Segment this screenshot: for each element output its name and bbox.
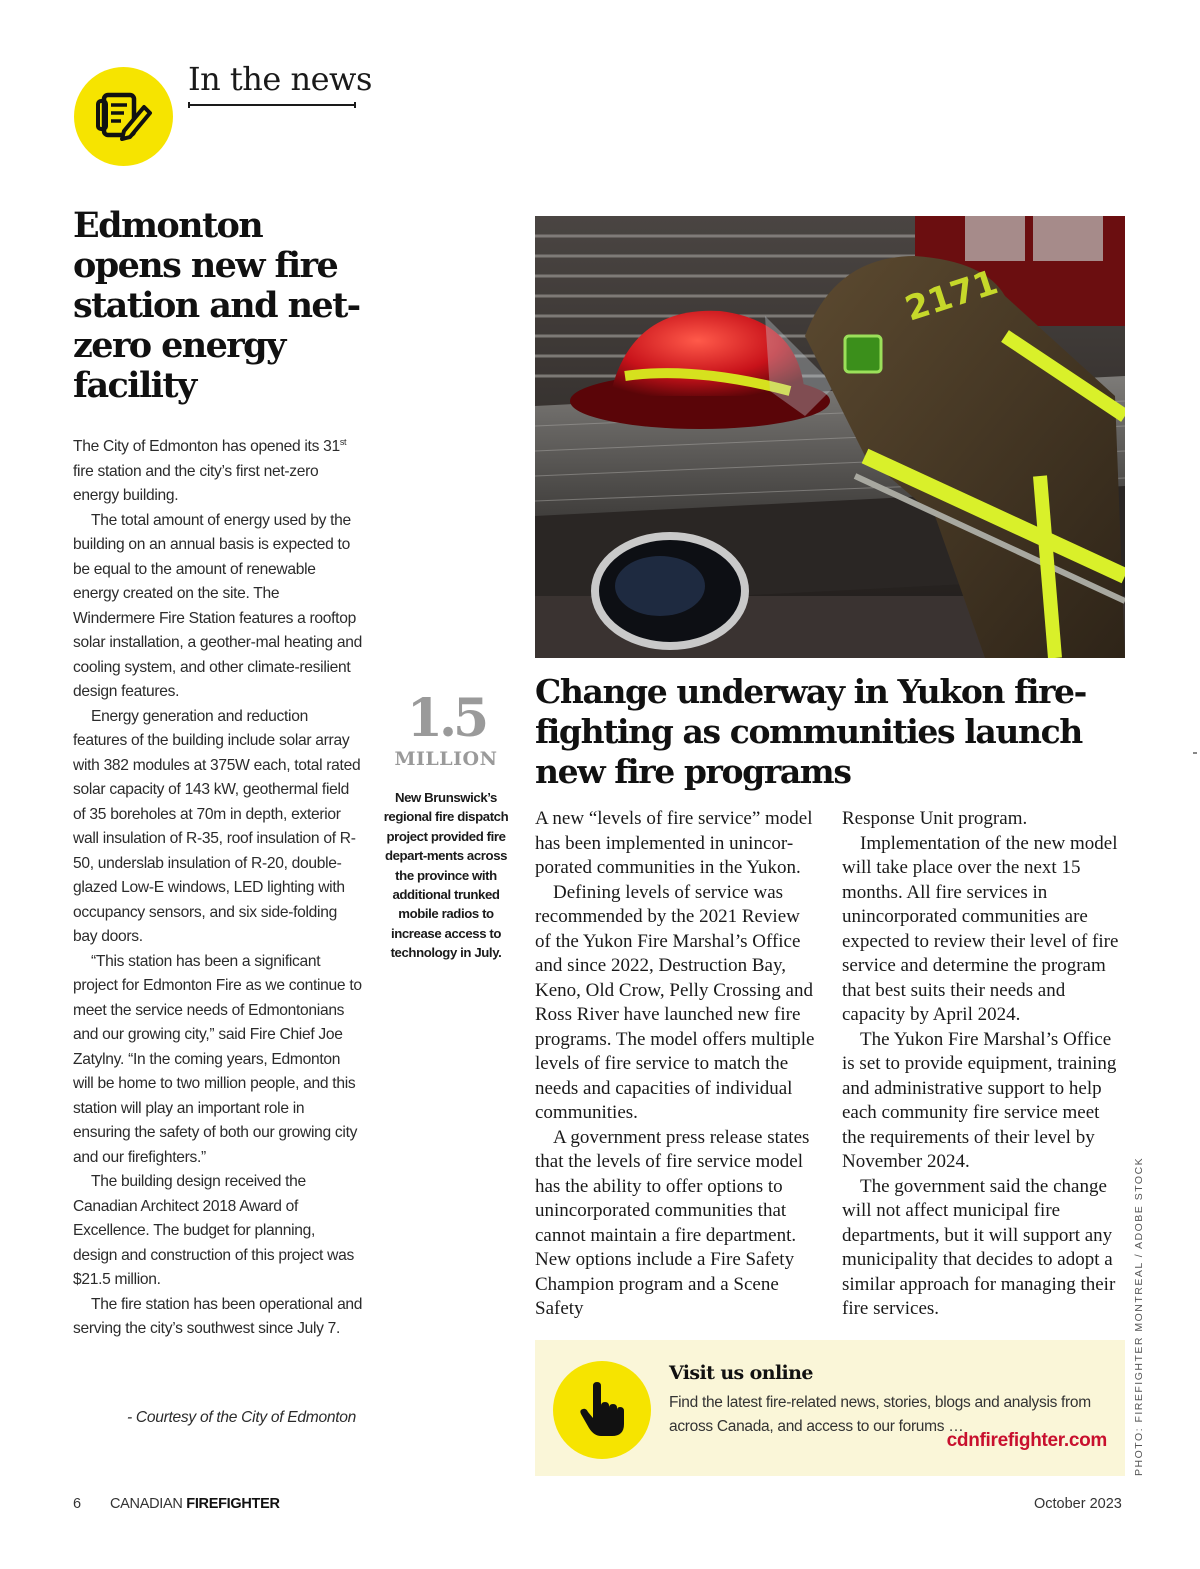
right-paragraph-1: A new “levels of fire service” model has been implemented in unincor-porated communities in the Yukon. (535, 808, 813, 878)
stat-number: 1.5 (406, 688, 486, 749)
page-number: 6 (73, 1496, 82, 1512)
stat-description: New Brunswick’s regional fire dispatch project provided fire depart-ments across the province with additional trunked mobile radios to increase access to technology in July. (383, 790, 509, 961)
pointer-hand-icon (579, 1382, 625, 1438)
visit-badge[interactable] (553, 1361, 651, 1459)
section-label: In the news (188, 60, 372, 98)
left-story-body (73, 430, 363, 1342)
section-rule (188, 104, 356, 106)
news-edit-icon (94, 87, 154, 147)
visit-title: Visit us online (669, 1362, 813, 1384)
right-paragraph-3: A government press release states that the levels of fire service model has the ability to offer options to unincorporated communities that cannot maintain a fire department. New options include a Fire Safety Champion program and a Scene Safety (535, 1126, 810, 1319)
right-paragraph-5: The Yukon Fire Marshal’s Office is set to provide equipment, training and administrative support to help each community fire service meet the requirements of their level by November 2024. (842, 1028, 1117, 1172)
right-paragraph-4: Implementation of the new model will take place over the next 15 months. All fire services in unincorporated communities are expected to review their level of fire service and determine the program that best suits their needs and capacity by April 2024. (842, 832, 1119, 1025)
website-link[interactable]: cdnfirefighter.com (946, 1430, 1107, 1451)
svg-text:2171: 2171 (900, 262, 1003, 330)
issue-date: October 2023 (1034, 1496, 1122, 1512)
right-paragraph-3-continued: Response Unit program. (842, 808, 1028, 829)
left-paragraph-4: “This station has been a significant project for Edmonton Fire as we continue to meet the service needs of Edmontonians and our growing city,” said Fire Chief Joe Zatylny. “In the coming years, Edmonton will be home to two million people, and this station will play an important role in ensuring the safety of both our growing city and our firefighters.” (73, 952, 362, 1166)
visit-description: Find the latest fire-related news, stories, blogs and analysis from across Canada, and access to our forums … (669, 1394, 1091, 1435)
photo-credit: PHOTO: FIREFIGHTER MONTREAL / ADOBE STOCK (1133, 1156, 1145, 1476)
left-story-headline: Edmonton opens new fire station and net-zero energy facility (73, 205, 360, 406)
edge-mark (1193, 752, 1197, 754)
left-paragraph-3: Energy generation and reduction features of the building include solar array with 382 modules at 375W each, total rated solar capacity of 143 kW, geothermal field of 35 boreholes at 70m in depth, exterior wall insulation of R-35, roof insulation of R-50, underslab insulation of R-20, double-glazed Low-E windows, LED lighting with occupancy sensors, and six side-folding bay doors. (73, 707, 361, 946)
right-story-column-2 (842, 807, 1127, 1322)
left-paragraph-2: The total amount of energy used by the building on an annual basis is expected to be equal to the amount of renewable energy created on the site. The Windermere Fire Station features a rooftop solar installation, a geother-mal heating and cooling system, and other climate-resilient design features. (73, 511, 363, 701)
section-badge (74, 67, 173, 166)
firefighter-gear-photo (535, 216, 1125, 658)
left-paragraph-5: The building design received the Canadian Architect 2018 Award of Excellence. The budget for planning, design and construction of this project was $21.5 million. (73, 1173, 354, 1289)
right-paragraph-2: Defining levels of service was recommended by the 2021 Review of the Yukon Fire Marshal’s Office and since 2022, Destruction Bay, Keno, Old Crow, Pelly Crossing and Ross River have launched new fire programs. The model offers multiple levels of fire service to match the needs and capacities of individual communities. (535, 881, 815, 1123)
magazine-brand: CANADIAN FIREFIGHTER (110, 1496, 280, 1512)
stat-unit: MILLION (394, 748, 498, 770)
left-paragraph-1: The City of Edmonton has opened its 31st fire station and the city’s first net-zero energy building. (73, 437, 347, 505)
right-story-headline: Change underway in Yukon fire-fighting as communities launch new fire programs (535, 672, 1086, 791)
left-paragraph-6: The fire station has been operational and serving the city’s southwest since July 7. (73, 1295, 363, 1338)
courtesy-line: - Courtesy of the City of Edmonton (126, 1409, 356, 1426)
right-paragraph-6: The government said the change will not affect municipal fire departments, but it will support any municipality that decides to adopt a similar approach for managing their fire services. (842, 1175, 1116, 1319)
right-story-column-1 (535, 807, 820, 1322)
